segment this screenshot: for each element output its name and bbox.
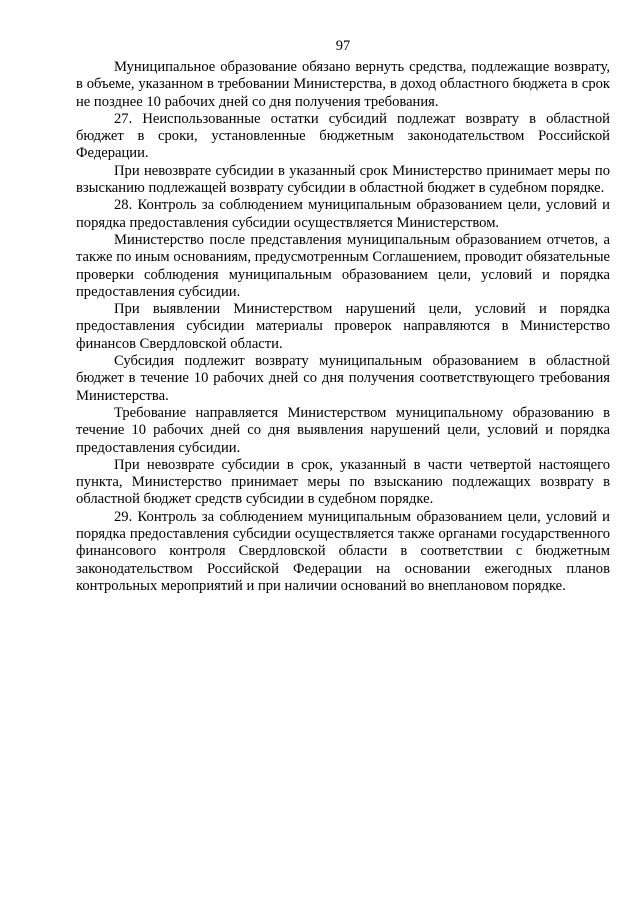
- paragraph-28-control: 28. Контроль за соблюдением муниципальным образованием цели, условий и порядка предоставления субсидии осуществляется Министерством.: [76, 197, 610, 231]
- paragraph-27-unused-balances: 27. Неиспользованные остатки субсидий подлежат возврату в областной бюджет в сроки, установленные бюджетным законодательством Российской Федерации.: [76, 110, 610, 162]
- paragraph-mandatory-checks: Министерство после представления муниципальным образованием отчетов, а также по иным основаниям, предусмотренным Соглашением, проводит обязательные проверки соблюдения муниципальным образованием цели, условий и порядка предоставления субсидии.: [76, 231, 610, 300]
- paragraph-violations-referral: При выявлении Министерством нарушений цели, условий и порядка предоставления субсидии материалы проверок направляются в Министерство финансов Свердловской области.: [76, 301, 610, 352]
- paragraph-requirement-sent: Требование направляется Министерством муниципальному образованию в течение 10 рабочих дней со дня выявления нарушений цели, условий и порядка предоставления субсидии.: [76, 404, 610, 456]
- paragraph-subsidy-return: Субсидия подлежит возврату муниципальным образованием в областной бюджет в течение 10 рабочих дней со дня получения соответствующего требования Министерства.: [76, 353, 610, 404]
- paragraph-return-obligation: Муниципальное образование обязано вернуть средства, подлежащие возврату, в объеме, указанном в требовании Министерства, в доход областного бюджета в срок не позднее 10 рабочих дней со дня получения требования.: [76, 59, 610, 110]
- page-number: 97: [335, 38, 351, 54]
- paragraph-judicial-recovery: При невозврате субсидии в срок, указанный в части четвертой настоящего пункта, Министерство принимает меры по взысканию подлежащих возврату в областной бюджет средств субсидии в судебном порядке.: [76, 456, 610, 508]
- paragraph-29-state-control: 29. Контроль за соблюдением муниципальным образованием цели, условий и порядка предоставления субсидии осуществляется также органами государственного финансового контроля Свердловской области в соответствии с бюджетным законодательством Российской Федерации на основании ежегодных планов контрольных мероприятий и при наличии оснований во внеплановом порядке.: [76, 508, 610, 594]
- paragraph-recovery-measures: При невозврате субсидии в указанный срок Министерство принимает меры по взысканию подлежащей возврату субсидии в областной бюджет в судебном порядке.: [76, 162, 610, 197]
